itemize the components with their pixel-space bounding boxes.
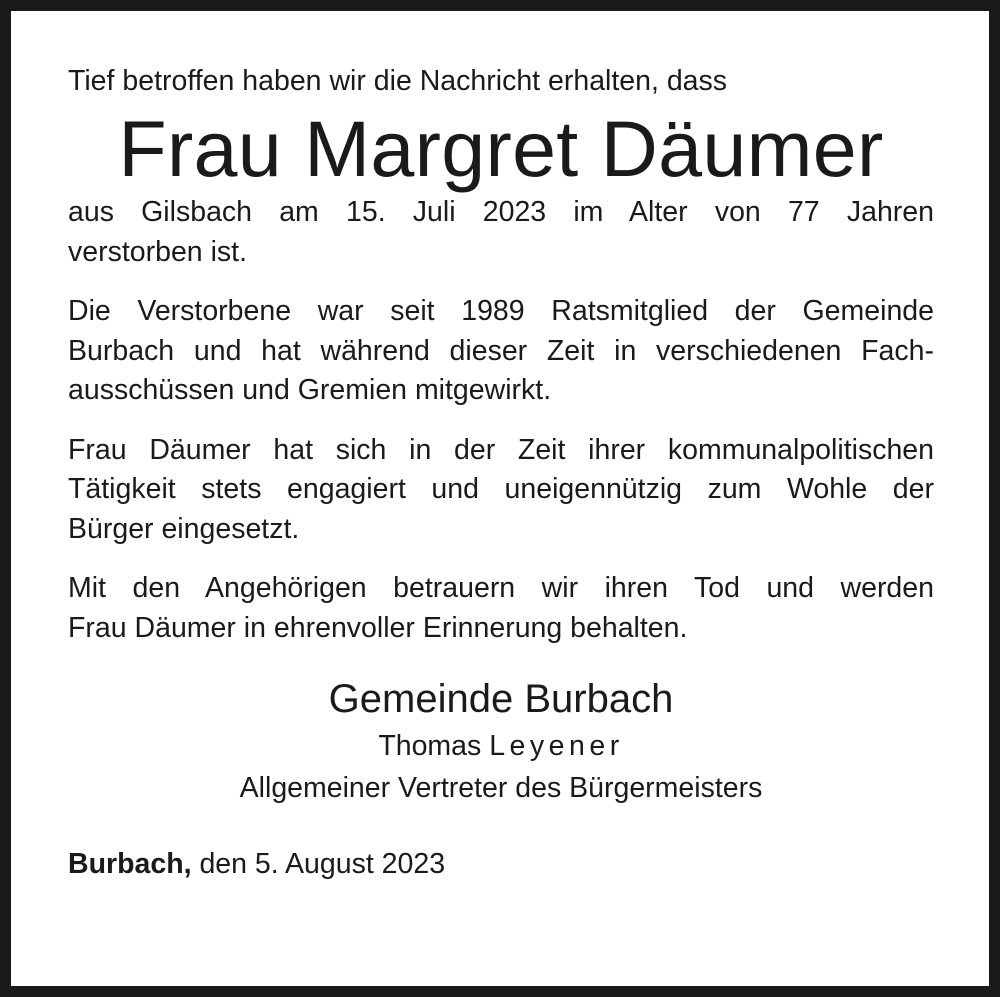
obituary-notice — [68, 63, 934, 882]
text-line: ausschüssen und Gremien mitgewirkt. — [68, 374, 552, 406]
dateline — [68, 846, 934, 882]
text-line: Burbach und hat während dieser Zeit in verschiedenen Fach- — [68, 334, 934, 367]
text-line: Mit den Angehörigen betrauern wir ihren Tod und werden — [68, 572, 934, 604]
signer-first-name: Thomas — [378, 730, 482, 762]
signature-name — [68, 728, 934, 764]
signature-organization: Gemeinde Burbach — [328, 677, 674, 721]
text-line: Tätigkeit stets engagiert und uneigennützig zum Wohle der — [68, 473, 934, 505]
text-line: verstorben ist. — [68, 235, 247, 268]
text-line: Frau Däumer hat sich in der Zeit ihrer kommunalpolitischen — [68, 433, 934, 466]
dateline-place: Burbach, — [68, 848, 192, 880]
text-line: Bürger eingesetzt. — [68, 512, 300, 545]
dateline-date: den 5. August 2023 — [199, 848, 446, 880]
paragraph-mourning — [68, 569, 934, 648]
text-line: aus Gilsbach am 15. Juli 2023 im Alter von 77 Jahren — [68, 196, 934, 228]
paragraph-death-notice — [68, 193, 934, 272]
signer-last-name: Leyener — [489, 730, 624, 762]
paragraph-engagement — [68, 431, 934, 550]
text-line: Frau Däumer in ehrenvoller Erinnerung behalten. — [68, 611, 688, 644]
deceased-name: Frau Margret Däumer — [118, 104, 884, 193]
signature-role: Allgemeiner Vertreter des Bürgermeisters — [239, 772, 763, 804]
text-line: Die Verstorbene war seit 1989 Ratsmitglied der Gemeinde — [68, 295, 934, 327]
paragraph-council-membership — [68, 292, 934, 411]
intro-line: Tief betroffen haben wir die Nachricht erhalten, dass — [68, 65, 728, 97]
